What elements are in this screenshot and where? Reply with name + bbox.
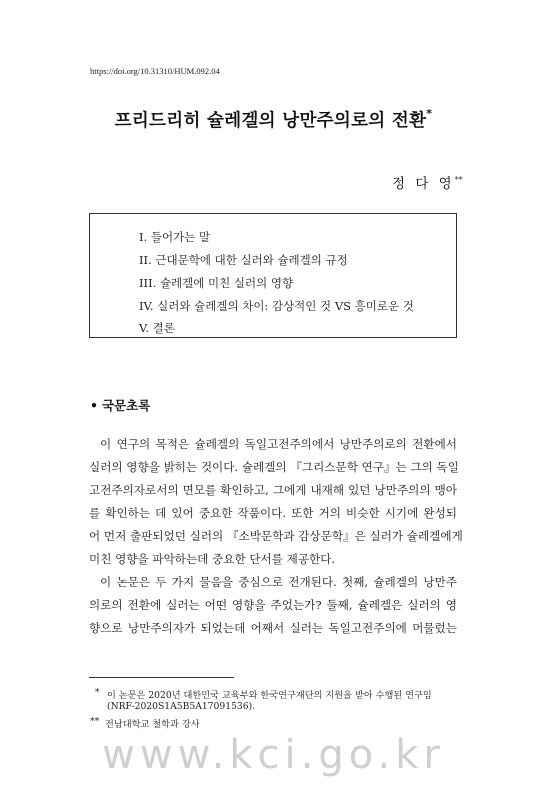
abstract-line: 이 논문은 두 가지 물음을 중심으로 전개된다. 첫째, 슐레겔의 낭만주 [100,575,457,589]
author-footnote-mark[interactable]: ** [454,175,463,185]
abstract-line: 이 연구의 목적은 슐레겔의 독일고전주의에서 낭만주의로의 전환에서 [100,437,457,451]
footnote-1-mark: * [95,687,100,698]
table-of-contents [89,213,457,338]
bullet-icon: • [90,398,98,413]
toc-item-3: III. 슐레겔에 미친 실러의 영향 [139,276,294,290]
title-footnote-mark[interactable]: * [426,107,433,121]
toc-item-5: V. 결론 [139,321,175,335]
footnote-1-line1: 이 논문은 2020년 대한민국 교육부와 한국연구재단의 지원을 받아 수행된 연구임 [107,690,432,701]
toc-item-2: II. 근대문학에 대한 실러와 슐레겔의 규정 [139,253,348,267]
abstract-line: 향으로 낭만주의자가 되었는데 어째서 실러는 독일고전주의에 머물렀는 [89,621,457,635]
abstract-line: 의로의 전환에 실러는 어떤 영향을 주었는가? 둘째, 슐레겔은 실러의 영 [89,598,457,612]
footnote-divider [89,677,234,678]
footnote-2-text: 전남대학교 철학과 강사 [105,719,200,730]
title-text: 프리드리히 슐레겔의 낭만주의로의 전환 [114,111,427,131]
watermark: www.kci.go.kr [102,732,445,778]
abstract-line: 를 확인하는 데 있어 중요한 작품이다. 또한 거의 비슷한 시기에 완성되 [89,506,457,520]
toc-item-4: IV. 실러와 슐레겔의 차이: 감상적인 것 VS 흥미로운 것 [139,299,414,313]
footnote-2-mark: ** [90,716,100,727]
abstract-heading [90,396,150,414]
abstract-line: 어 먼저 출판되었던 실러의 『소박문학과 감상문학』은 실러가 슐레겔에게 [89,529,463,543]
author-name: 정 다 영 [392,176,455,192]
abstract-line: 미친 영향을 파악하는데 중요한 단서를 제공한다. [89,552,336,566]
abstract-heading-text: 국문초록 [102,398,151,413]
abstract-line: 고전주의자로서의 면모를 확인하고, 그에게 내재해 있던 낭만주의의 맹아 [89,483,457,497]
doi-link[interactable]: https://doi.org/10.31310/HUM.092.04 [90,66,220,76]
footnote-1-line2: (NRF-2020S1A5B5A17091536). [107,701,256,712]
paper-title [0,107,547,132]
toc-item-1: I. 들어가는 말 [139,230,211,244]
abstract-line: 실러의 영향을 밝히는 것이다. 슐레겔의 『그리스문학 연구』는 그의 독일 [89,460,459,474]
author [392,172,463,192]
